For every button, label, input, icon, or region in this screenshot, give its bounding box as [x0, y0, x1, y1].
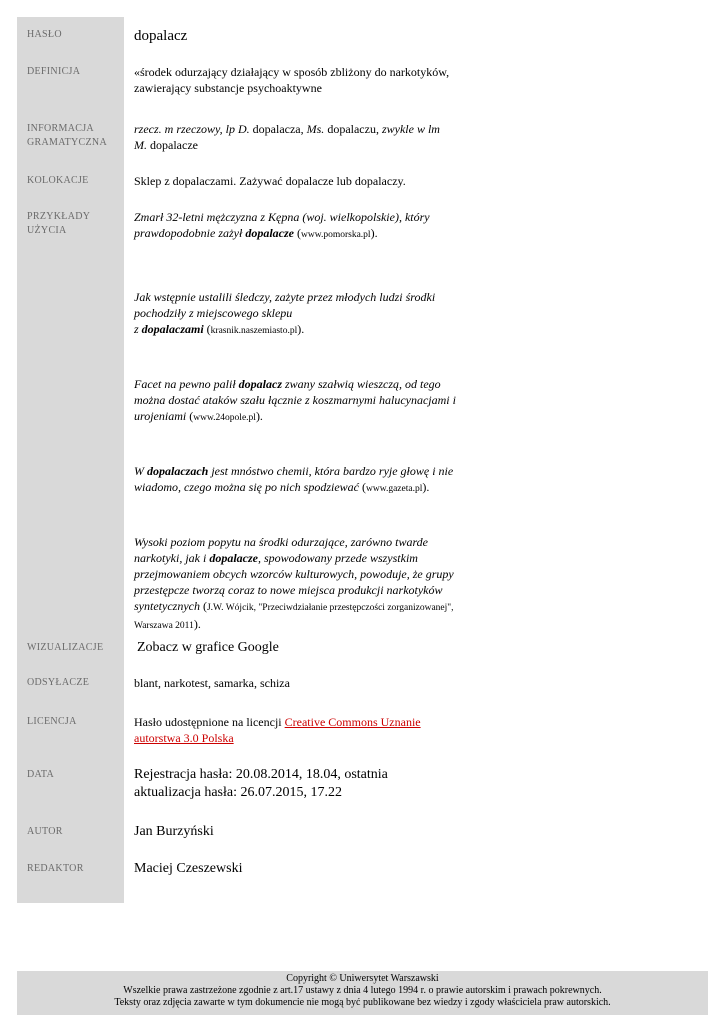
row-wizualizacje — [17, 639, 708, 675]
example-source: www.pomorska.pl — [301, 230, 371, 240]
row-data — [17, 766, 708, 822]
row-definicja — [17, 55, 708, 119]
label-line-2: GRAMATYCZNA — [27, 137, 107, 148]
example-line: można dostać ataków szału łącznie z koszmarnymi halucynacjami i — [134, 393, 456, 407]
definition-line-1: «środek odurzający działający w sposób zbliżony do narkotyków, — [134, 65, 450, 79]
row-licencja — [17, 713, 708, 766]
usage-example — [134, 209, 688, 243]
grammar-line-1 — [134, 121, 688, 137]
usage-examples — [124, 207, 708, 639]
grammar-part: dopalaczu, — [324, 122, 382, 136]
license-link[interactable]: autorstwa 3.0 Polska — [134, 731, 234, 745]
label-data: DATA — [17, 766, 124, 822]
example-headword: dopalaczami — [141, 322, 204, 336]
source-paren: ). — [255, 409, 263, 423]
grammar-info — [124, 119, 708, 171]
example-source: krasnik.naszemiasto.pl — [210, 326, 298, 336]
example-text: prawdopodobnie zażył — [134, 226, 246, 240]
example-text: urojeniami — [134, 409, 187, 423]
source-paren: ( — [186, 409, 194, 423]
label-redaktor: REDAKTOR — [17, 859, 124, 903]
example-headword: dopalaczach — [147, 464, 209, 478]
row-autor — [17, 822, 708, 859]
source-paren: ). — [297, 322, 305, 336]
row-przyklady-uzycia — [17, 207, 708, 639]
grammar-part: zwykle w lm — [381, 122, 440, 136]
license-line-1 — [134, 714, 688, 730]
label-line-1: PRZYKŁADY — [27, 211, 91, 222]
license-info — [124, 713, 708, 766]
label-line-2: UŻYCIA — [27, 225, 67, 236]
example-text: zwany szałwią wieszczą, od tego — [282, 377, 441, 391]
footer-line-1: Copyright © Uniwersytet Warszawski — [286, 973, 439, 984]
example-line: przestępcze tworzą coraz to nowe miejsca produkcji narkotyków — [134, 583, 443, 597]
example-text: , spowodowany przede wszystkim — [257, 551, 418, 565]
example-line — [134, 376, 688, 392]
label-autor: AUTOR — [17, 822, 124, 859]
example-headword: dopalacze — [245, 226, 294, 240]
example-line — [134, 616, 688, 634]
label-kolokacje: KOLOKACJE — [17, 171, 124, 207]
license-prefix: Hasło udostępnione na licencji — [134, 715, 285, 729]
definition — [124, 55, 708, 119]
example-line — [134, 225, 688, 243]
example-line: Zmarł 32-letni mężczyzna z Kępna (woj. wielkopolskie), który — [134, 210, 430, 224]
example-text: jest mnóstwo chemii, która bardzo ryje głowę i nie — [208, 464, 454, 478]
source-paren: ( — [358, 480, 366, 494]
example-text: z — [134, 322, 142, 336]
grammar-part: rzecz. m rzeczowy, lp D. — [134, 122, 250, 136]
grammar-line-2 — [134, 137, 688, 153]
collocations: Sklep z dopalaczami. Zażywać dopalacze lub dopalaczy. — [134, 174, 406, 188]
example-text: W — [134, 464, 147, 478]
copyright-footer — [17, 971, 708, 1015]
source-paren: ( — [294, 226, 301, 240]
source-paren: ). — [422, 480, 430, 494]
row-redaktor — [17, 859, 708, 903]
definition-line-2: zawierający substancje psychoaktywne — [134, 81, 322, 95]
example-text: Facet na pewno palił — [134, 377, 239, 391]
example-line: Jak wstępnie ustalili śledczy, zażyte przez młodych ludzi środki — [134, 290, 436, 304]
author-name: Jan Burzyński — [134, 824, 214, 839]
dates-info — [124, 766, 708, 822]
example-source: Warszawa 2011 — [134, 621, 194, 631]
google-images-link[interactable]: Zobacz w grafice Google — [137, 640, 279, 655]
footer-line-3: Teksty oraz zdjęcia zawarte w tym dokumencie nie mogą być publikowane bez wiedzy i zgody właściciela praw autorskich. — [114, 997, 611, 1008]
source-paren: ). — [193, 617, 201, 631]
license-link[interactable]: Creative Commons Uznanie — [284, 715, 421, 729]
example-line — [134, 550, 688, 566]
source-paren: ( — [203, 322, 211, 336]
dictionary-entry-table — [17, 17, 708, 903]
dates-line-2: aktualizacja hasła: 26.07.2015, 17.22 — [134, 785, 342, 800]
usage-example — [134, 534, 688, 634]
label-informacja-gramatyczna — [17, 119, 124, 171]
label-licencja: LICENCJA — [17, 713, 124, 766]
footer-line-2: Wszelkie prawa zastrzeżone zgodnie z art.17 ustawy z dnia 4 lutego 1994 r. o prawie autorskim i prawach pokrewnych. — [123, 985, 602, 996]
row-informacja-gramatyczna — [17, 119, 708, 171]
row-kolokacje — [17, 171, 708, 207]
example-text: narkotyki, jak i — [134, 551, 210, 565]
grammar-part: Ms. — [306, 122, 325, 136]
example-line — [134, 463, 688, 479]
example-source: www.24opole.pl — [193, 413, 256, 423]
usage-example — [134, 289, 688, 339]
cross-references[interactable]: blant, narkotest, samarka, schiza — [134, 676, 290, 690]
label-definicja: DEFINICJA — [17, 55, 124, 119]
example-line: Wysoki poziom popytu na środki odurzające, zarówno twarde — [134, 535, 428, 549]
example-text: wiadomo, czego można się po nich spodziewać — [134, 480, 359, 494]
example-line — [134, 598, 688, 616]
label-wizualizacje: WIZUALIZACJE — [17, 639, 124, 675]
example-headword: dopalacz — [238, 377, 282, 391]
grammar-part: M. — [134, 138, 147, 152]
usage-example — [134, 463, 688, 497]
label-przyklady-uzycia — [17, 207, 124, 639]
label-haslo: HASŁO — [17, 17, 124, 55]
example-line: pochodziły z miejscowego sklepu — [134, 306, 293, 320]
row-haslo — [17, 17, 708, 55]
source-paren: ). — [370, 226, 378, 240]
label-odsylacze: ODSYŁACZE — [17, 675, 124, 713]
headword: dopalacz — [134, 28, 188, 44]
example-line: przejmowaniem obcych wzorców kulturowych, powoduje, że grupy — [134, 567, 454, 581]
example-line — [134, 479, 688, 497]
example-line — [134, 408, 688, 426]
row-odsylacze — [17, 675, 708, 713]
grammar-part: dopalacza, — [249, 122, 307, 136]
example-line — [134, 321, 688, 339]
editor-name: Maciej Czeszewski — [134, 861, 243, 876]
example-headword: dopalacze — [209, 551, 258, 565]
example-text: syntetycznych — [134, 599, 200, 613]
example-source: www.gazeta.pl — [365, 484, 423, 494]
usage-example — [134, 376, 688, 426]
grammar-part: dopalacze — [147, 138, 198, 152]
example-source: J.W. Wójcik, "Przeciwdziałanie przestępczości zorganizowanej", — [206, 603, 454, 613]
source-paren: ( — [199, 599, 207, 613]
dates-line-1: Rejestracja hasła: 20.08.2014, 18.04, ostatnia — [134, 767, 388, 782]
license-line-2 — [134, 730, 688, 746]
label-line-1: INFORMACJA — [27, 123, 94, 134]
